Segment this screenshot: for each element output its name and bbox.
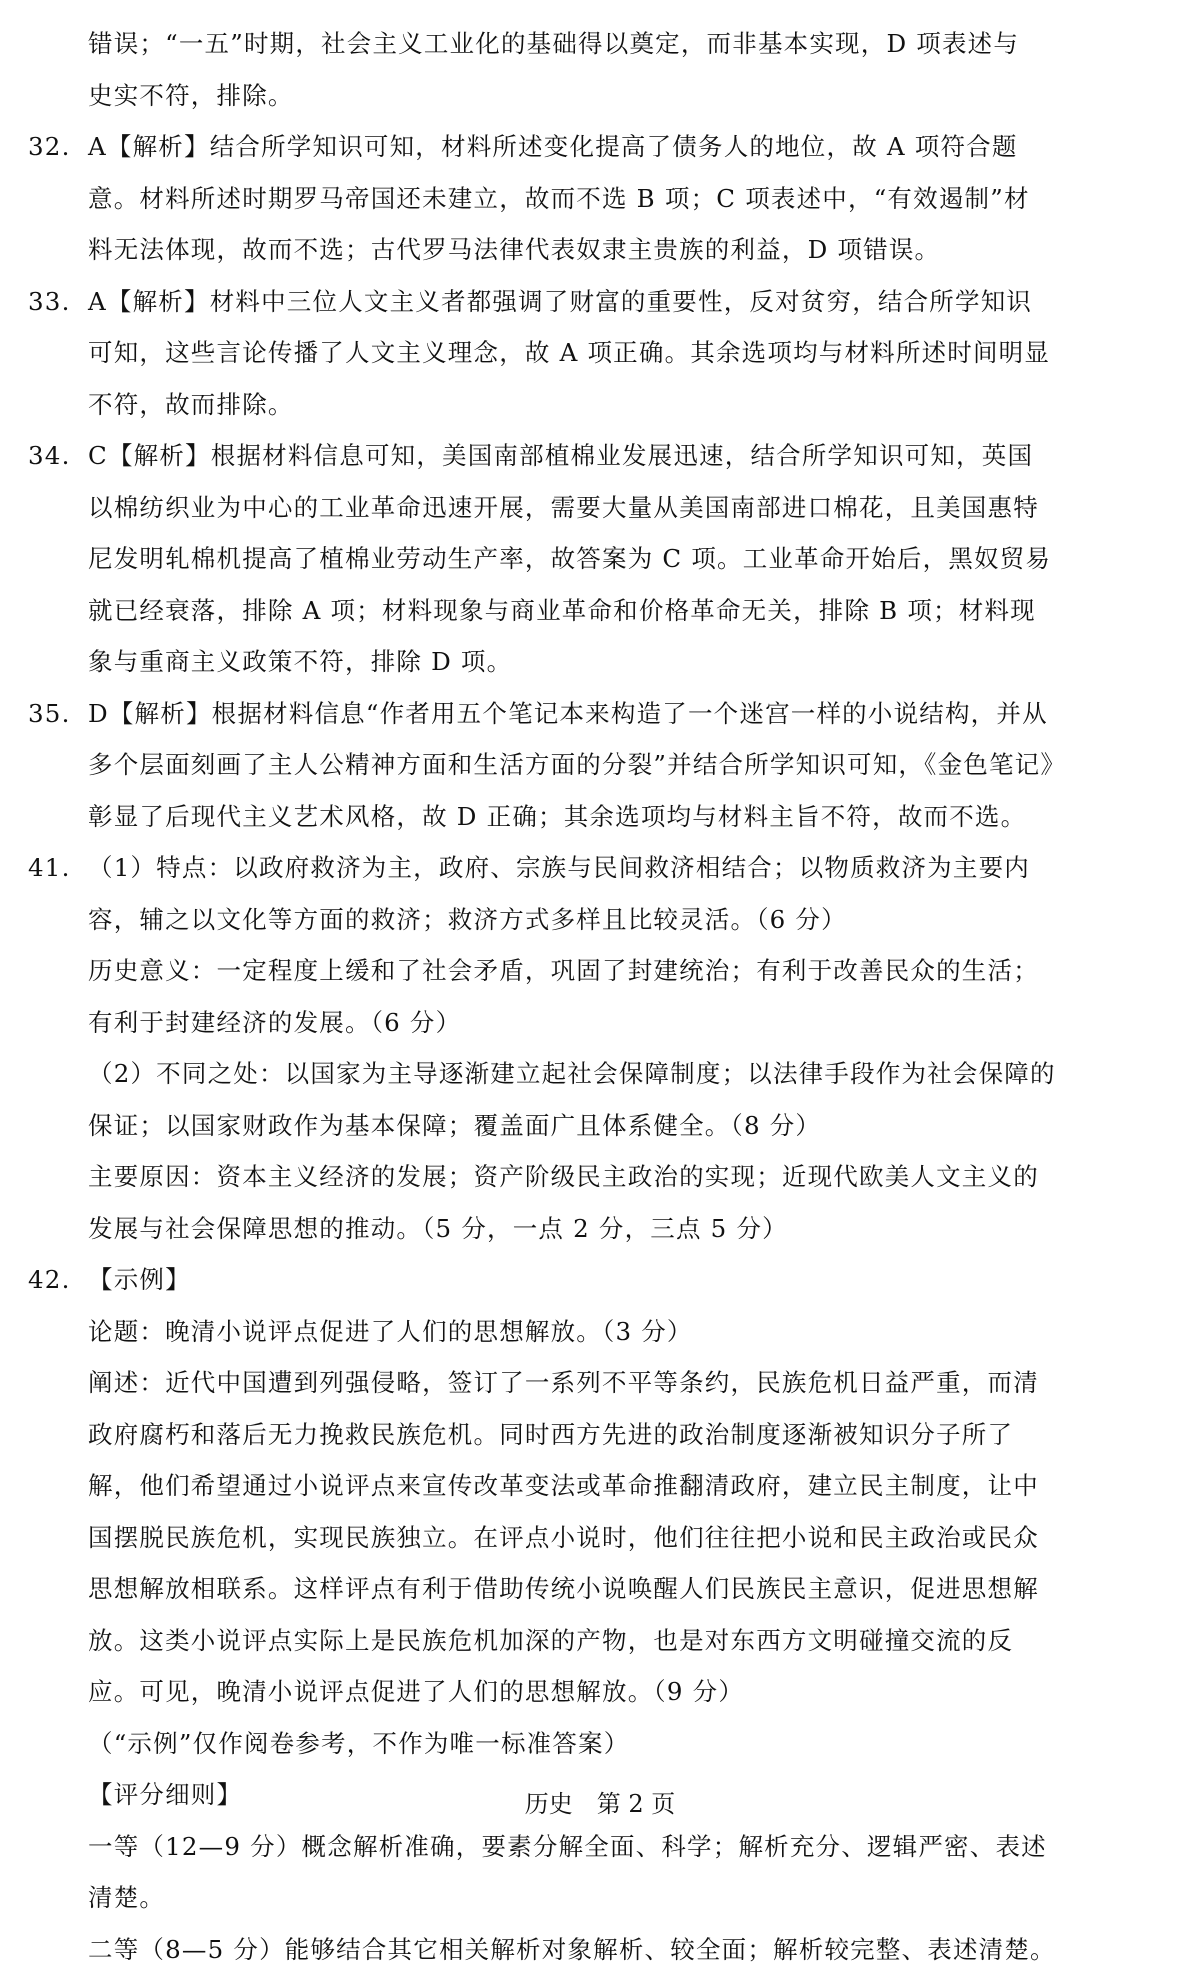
text-line: 历史意义：一定程度上缓和了社会矛盾，巩固了封建统治；有利于改善民众的生活；	[28, 945, 1174, 997]
text-line: 应。可见，晚清小说评点促进了人们的思想解放。（9 分）	[28, 1666, 1174, 1718]
answer-item-41	[28, 842, 1174, 894]
text-line: 不符，故而排除。	[28, 379, 1174, 431]
text-line: C【解析】根据材料信息可知，美国南部植棉业发展迅速，结合所学知识可知，英国	[88, 430, 1033, 482]
answer-item-33	[28, 276, 1174, 328]
answer-item-34	[28, 430, 1174, 482]
page-footer: 历史 第 2 页	[0, 1784, 1200, 1824]
text-line: 以棉纺织业为中心的工业革命迅速开展，需要大量从美国南部进口棉花，且美国惠特	[28, 482, 1174, 534]
text-line: 思想解放相联系。这样评点有利于借助传统小说唤醒人们民族民主意识，促进思想解	[28, 1563, 1174, 1615]
text-line: 国摆脱民族危机，实现民族独立。在评点小说时，他们往往把小说和民主政治或民众	[28, 1512, 1174, 1564]
text-line: 象与重商主义政策不符，排除 D 项。	[28, 636, 1174, 688]
answer-item-42	[28, 1254, 1174, 1306]
text-line: 容，辅之以文化等方面的救济；救济方式多样且比较灵活。（6 分）	[28, 894, 1174, 946]
text-line: （2）不同之处：以国家为主导逐渐建立起社会保障制度；以法律手段作为社会保障的	[28, 1048, 1174, 1100]
text-line: 政府腐朽和落后无力挽救民族危机。同时西方先进的政治制度逐渐被知识分子所了	[28, 1409, 1174, 1461]
text-line: 【示例】	[88, 1254, 191, 1306]
text-line: 意。材料所述时期罗马帝国还未建立，故而不选 B 项；C 项表述中，“有效遏制”材	[28, 173, 1174, 225]
text-line: 可知，这些言论传播了人文主义理念，故 A 项正确。其余选项均与材料所述时间明显	[28, 327, 1174, 379]
item-number: 42.	[28, 1254, 88, 1306]
text-line: 解，他们希望通过小说评点来宣传改革变法或革命推翻清政府，建立民主制度，让中	[28, 1460, 1174, 1512]
item-number: 33.	[28, 276, 88, 328]
text-line: D【解析】根据材料信息“作者用五个笔记本来构造了一个迷宫一样的小说结构，并从	[88, 688, 1048, 740]
text-line: A【解析】结合所学知识可知，材料所述变化提高了债务人的地位，故 A 项符合题	[88, 121, 1018, 173]
text-line: 保证；以国家财政作为基本保障；覆盖面广且体系健全。（8 分）	[28, 1100, 1174, 1152]
answer-item-35	[28, 688, 1174, 740]
text-line: 主要原因：资本主义经济的发展；资产阶级民主政治的实现；近现代欧美人文主义的	[28, 1151, 1174, 1203]
text-line: A【解析】材料中三位人文主义者都强调了财富的重要性，反对贫穷，结合所学知识	[88, 276, 1032, 328]
text-line: 清楚。	[28, 1872, 1174, 1924]
answer-item-32	[28, 121, 1174, 173]
text-line: （“示例”仅作阅卷参考，不作为唯一标准答案）	[28, 1718, 1174, 1770]
text-line: 放。这类小说评点实际上是民族危机加深的产物，也是对东西方文明碰撞交流的反	[28, 1615, 1174, 1667]
text-line: 尼发明轧棉机提高了植棉业劳动生产率，故答案为 C 项。工业革命开始后，黑奴贸易	[28, 533, 1174, 585]
text-line: （1）特点：以政府救济为主，政府、宗族与民间救济相结合；以物质救济为主要内	[88, 842, 1030, 894]
text-line: 阐述：近代中国遭到列强侵略，签订了一系列不平等条约，民族危机日益严重，而清	[28, 1357, 1174, 1409]
text-line: 有利于封建经济的发展。（6 分）	[28, 997, 1174, 1049]
text-line: 就已经衰落，排除 A 项；材料现象与商业革命和价格革命无关，排除 B 项；材料现	[28, 585, 1174, 637]
text-line: 【评分细则】	[28, 1769, 1174, 1821]
text-line: 料无法体现，故而不选；古代罗马法律代表奴隶主贵族的利益，D 项错误。	[28, 224, 1174, 276]
text-line: 彰显了后现代主义艺术风格，故 D 正确；其余选项均与材料主旨不符，故而不选。	[28, 791, 1174, 843]
text-line: 错误；“一五”时期，社会主义工业化的基础得以奠定，而非基本实现，D 项表述与	[28, 18, 1174, 70]
text-line: 史实不符，排除。	[28, 70, 1174, 122]
item-number: 34.	[28, 430, 88, 482]
text-line: 多个层面刻画了主人公精神方面和生活方面的分裂”并结合所学知识可知，《金色笔记》	[28, 739, 1174, 791]
text-line: 发展与社会保障思想的推动。（5 分，一点 2 分，三点 5 分）	[28, 1203, 1174, 1255]
item-number: 41.	[28, 842, 88, 894]
item-number: 32.	[28, 121, 88, 173]
text-line: 论题：晚清小说评点促进了人们的思想解放。（3 分）	[28, 1306, 1174, 1358]
text-line: 二等（8—5 分）能够结合其它相关解析对象解析、较全面；解析较完整、表述清楚。	[28, 1924, 1174, 1975]
item-number: 35.	[28, 688, 88, 740]
text-line: 一等（12—9 分）概念解析准确，要素分解全面、科学；解析充分、逻辑严密、表述	[28, 1821, 1174, 1873]
